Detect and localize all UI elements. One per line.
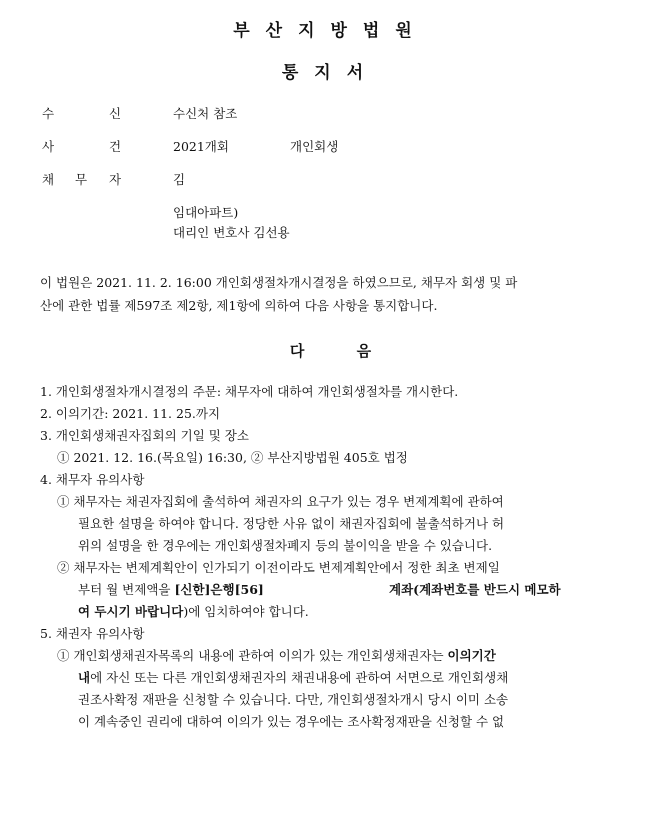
item-5-1-rest: 에 자신 또는 다른 개인회생채권자의 채권내용에 관하여 서면으로 개인회생채 bbox=[90, 670, 509, 685]
item-4-1-line-1: ① 채무자는 채권자집회에 출석하여 채권자의 요구가 있는 경우 변제계획에 관하여 bbox=[57, 494, 504, 509]
item-5-1-line-1 bbox=[57, 646, 496, 664]
item-2: 2. 이의기간: 2021. 11. 25.까지 bbox=[40, 406, 221, 421]
document-title: 통지서 bbox=[281, 63, 380, 83]
case-name: 개인회생 bbox=[290, 139, 339, 154]
objection-period-1: 이의기간 bbox=[447, 648, 496, 663]
item-5-1-line-2 bbox=[78, 668, 508, 686]
recipient-value: 수신처 참조 bbox=[173, 106, 238, 121]
case-label-1: 사 bbox=[42, 139, 55, 154]
item-4-2-prefix: 부터 월 변제액을 bbox=[78, 582, 175, 597]
intro-line-2: 산에 관한 법률 제597조 제2항, 제1항에 의하여 다음 사항을 통지합니다. bbox=[40, 298, 438, 313]
item-4-2-line-1: ② 채무자는 변제계획안이 인가되기 이전이라도 변제계획안에서 정한 최초 변제일 bbox=[57, 560, 500, 575]
debtor-label-3: 자 bbox=[109, 172, 122, 187]
item-4-1-line-3: 위의 설명을 한 경우에는 개인회생절차폐지 등의 불이익을 받을 수 있습니다. bbox=[78, 538, 493, 553]
debtor-address: 임대아파트) bbox=[173, 205, 239, 220]
intro-line-1: 이 법원은 2021. 11. 2. 16:00 개인회생절차개시결정을 하였으므로, 채무자 회생 및 파 bbox=[40, 275, 518, 290]
debtor-agent: 대리인 변호사 김선용 bbox=[173, 225, 290, 240]
recipient-label-1: 수 bbox=[42, 106, 55, 121]
item-3-detail: ① 2021. 12. 16.(목요일) 16:30, ② 부산지방법원 405호 법정 bbox=[57, 450, 408, 465]
memo-notice: 여 두시기 바랍니다 bbox=[78, 604, 184, 619]
section-heading: 다 음 bbox=[289, 342, 372, 360]
bank-account-bank: [신한]은행[56] bbox=[174, 582, 264, 597]
court-name: 부산지방법원 bbox=[233, 21, 428, 41]
item-1: 1. 개인회생절차개시결정의 주문: 채무자에 대하여 개인회생절차를 개시한다. bbox=[40, 384, 459, 399]
item-4: 4. 채무자 유의사항 bbox=[40, 472, 145, 487]
item-5: 5. 채권자 유의사항 bbox=[40, 626, 145, 641]
debtor-label-1: 채 bbox=[42, 172, 55, 187]
recipient-label-2: 신 bbox=[109, 106, 122, 121]
case-number: 2021개회 bbox=[173, 139, 229, 154]
item-4-2-suffix: )에 임치하여야 합니다. bbox=[183, 604, 309, 619]
item-4-1-line-2: 필요한 설명을 하여야 합니다. 정당한 사유 없이 채권자집회에 불출석하거나 허 bbox=[78, 516, 505, 531]
bank-account-note: 계좌(계좌번호를 반드시 메모하 bbox=[389, 582, 561, 597]
case-label-2: 건 bbox=[109, 139, 122, 154]
item-5-1-prefix: ① 개인회생채권자목록의 내용에 관하여 이의가 있는 개인회생채권자는 bbox=[57, 648, 448, 663]
item-4-2-line-3 bbox=[78, 602, 309, 620]
item-4-2-line-2 bbox=[78, 580, 264, 598]
item-3: 3. 개인회생채권자집회의 기일 및 장소 bbox=[40, 428, 249, 443]
debtor-name: 김 bbox=[173, 172, 186, 187]
debtor-label-2: 무 bbox=[75, 172, 88, 187]
item-5-1-line-3: 권조사확정 재판을 신청할 수 있습니다. 다만, 개인회생절차개시 당시 이미 소송 bbox=[78, 692, 509, 707]
objection-period-2: 내 bbox=[78, 670, 91, 685]
item-5-1-line-4: 이 계속중인 권리에 대하여 이의가 있는 경우에는 조사확정재판을 신청할 수 없 bbox=[78, 714, 505, 729]
